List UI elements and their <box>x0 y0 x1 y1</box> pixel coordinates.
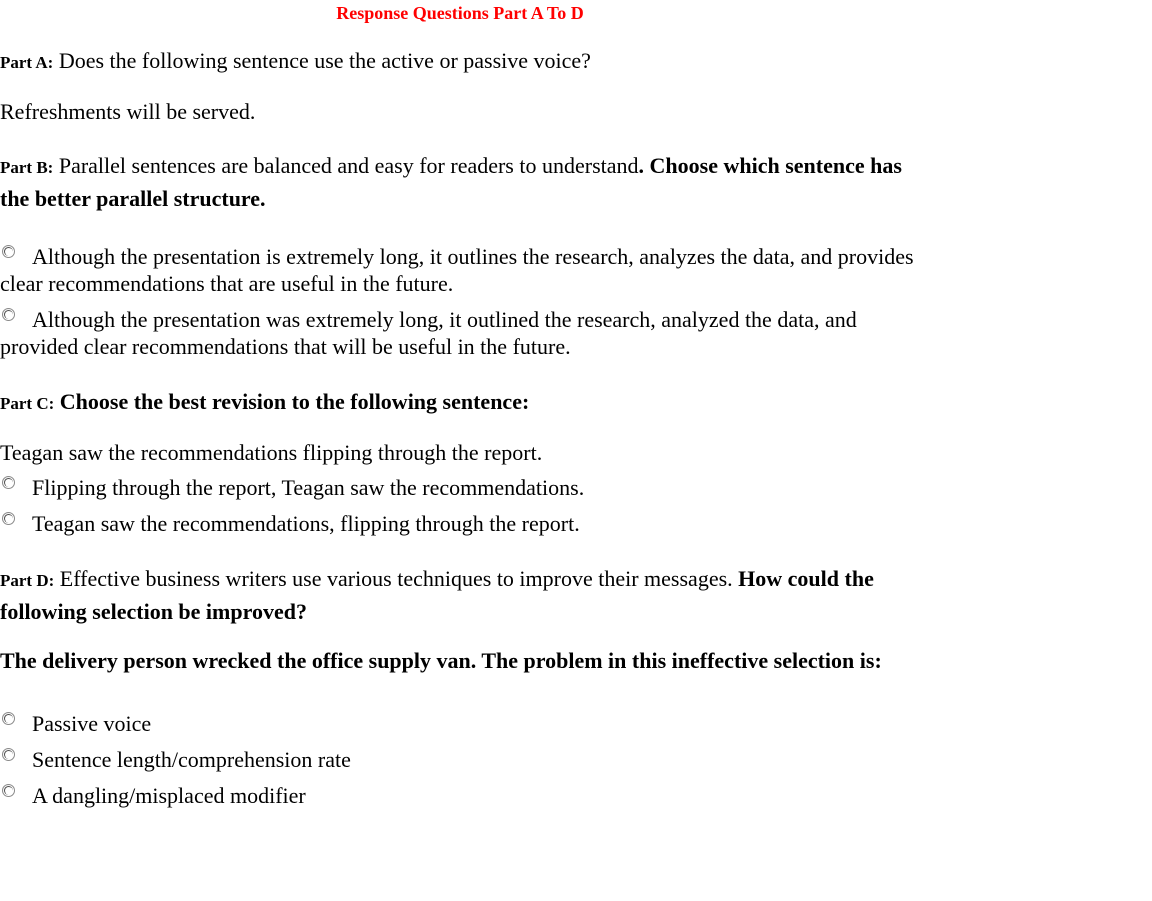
part-a-question <box>0 45 930 78</box>
part-b-intro: Parallel sentences are balanced and easy for readers to understand <box>53 153 639 178</box>
part-d-option-3-text: A dangling/misplaced modifier <box>32 783 306 808</box>
part-a-label: Part A: <box>0 53 54 72</box>
part-d-option-1[interactable] <box>0 710 930 737</box>
part-b-option-2[interactable] <box>0 306 930 360</box>
radio-button[interactable] <box>2 308 15 321</box>
part-c-option-2-text: Teagan saw the recommendations, flipping through the report. <box>32 511 580 536</box>
part-a-sentence: Refreshments will be served. <box>0 99 256 124</box>
part-b-option-2-text: Although the presentation was extremely long, it outlined the research, analyzed the data, and provided clear recommendations that will be useful in the future. <box>0 307 857 359</box>
page-title: Response Questions Part A To D <box>336 3 584 23</box>
part-a-question-text: Does the following sentence use the active or passive voice? <box>53 48 591 73</box>
part-c-sentence: Teagan saw the recommendations flipping through the report. <box>0 440 543 465</box>
part-c-option-1[interactable] <box>0 474 930 501</box>
part-c-option-1-text: Flipping through the report, Teagan saw the recommendations. <box>32 475 585 500</box>
part-d-instruction: How could the following selection be improved? <box>0 566 874 624</box>
radio-button[interactable] <box>2 784 15 797</box>
part-d-stem: The delivery person wrecked the office supply van. The problem in this ineffective selection is: <box>0 648 882 673</box>
radio-button[interactable] <box>2 712 15 725</box>
radio-button[interactable] <box>2 512 15 525</box>
part-d-question <box>0 563 930 627</box>
part-d-intro: Effective business writers use various techniques to improve their messages. <box>54 566 733 591</box>
radio-button[interactable] <box>2 245 15 258</box>
part-b-label: Part B: <box>0 158 54 177</box>
part-b-option-1-text: Although the presentation is extremely long, it outlines the research, analyzes the data, and provides clear recommendations that are useful in the future. <box>0 244 914 296</box>
part-d-option-1-text: Passive voice <box>32 711 152 736</box>
radio-button[interactable] <box>2 476 15 489</box>
part-d-option-3[interactable] <box>0 782 930 809</box>
part-b-instruction: . Choose which sentence has the better parallel structure. <box>0 153 902 211</box>
radio-button[interactable] <box>2 748 15 761</box>
part-c-option-2[interactable] <box>0 510 930 537</box>
part-c-label: Part C: <box>0 394 55 413</box>
part-d-option-2-text: Sentence length/comprehension rate <box>32 747 351 772</box>
part-c-instruction: Choose the best revision to the following sentence: <box>54 389 530 414</box>
part-b-option-1[interactable] <box>0 243 930 297</box>
part-b-question <box>0 150 930 214</box>
part-c-question <box>0 386 930 419</box>
part-d-label: Part D: <box>0 571 55 590</box>
part-d-option-2[interactable] <box>0 746 930 773</box>
